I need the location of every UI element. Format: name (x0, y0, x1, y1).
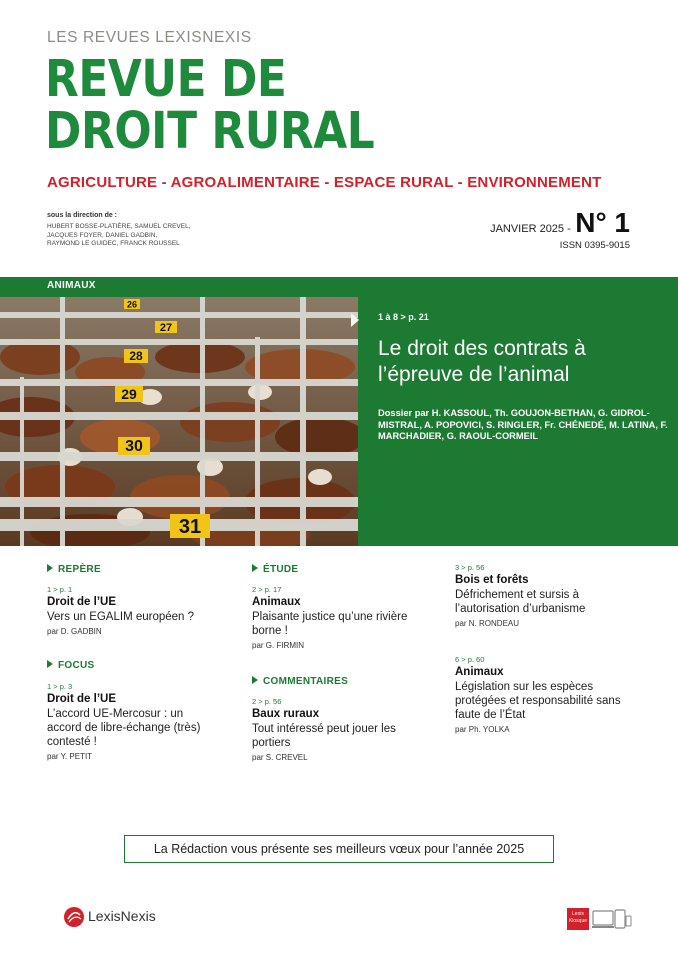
pen-number-sign (118, 437, 150, 455)
pen-number-sign (155, 321, 177, 334)
pen-number-sign (115, 386, 143, 402)
directors-line: RAYMOND LE GUIDEC, FRANCK ROUSSEL (47, 240, 180, 247)
dossier-page-ref: 1 à 8 > p. 21 (378, 312, 429, 322)
triangle-bullet-icon (252, 676, 258, 684)
kiosque-badge: Lexis Kiosque (567, 908, 589, 930)
section-heading-label: REPÈRE (58, 564, 101, 575)
feature-band (0, 277, 678, 297)
toc-author: par D. GADBIN (47, 627, 102, 636)
toc-author: par N. RONDEAU (455, 619, 520, 628)
toc-article-title: Vers un EGALIM européen ? (47, 611, 195, 623)
direction-label: sous la direction de : (47, 212, 118, 219)
toc-article-title: Défrichement et sursis à l’autorisation d’urbanisme (455, 589, 586, 615)
publisher-name: LexisNexis (88, 908, 156, 924)
triangle-bullet-icon (47, 564, 53, 572)
toc-page-ref: 6 > p. 60 (455, 655, 485, 664)
section-heading-label: COMMENTAIRES (263, 676, 349, 687)
cattle-pen-illustration (0, 297, 358, 546)
section-heading-etude (252, 564, 298, 575)
toc-page-ref: 1 > p. 3 (47, 682, 73, 691)
issue-date: JANVIER 2025 - (490, 223, 571, 235)
pen-number-label: 27 (159, 322, 173, 334)
dossier-authors: Dossier par H. KASSOUL, Th. GOUJON-BETHAN, G. GIDROL-MISTRAL, A. POPOVICI, S. RINGLER, Fr. CHÉNEDÉ, M. LATINA, F. MARCHADIER, G. RAOUL-CORMEIL (378, 408, 668, 441)
triangle-bullet-icon (252, 564, 258, 572)
pen-number-sign (124, 299, 140, 310)
toc-item[interactable] (252, 697, 412, 762)
toc-item[interactable] (252, 585, 412, 650)
section-heading-focus (47, 660, 95, 671)
toc-author: par Ph. YOLKA (455, 725, 510, 734)
panel-notch (351, 313, 359, 327)
issue-number: N° 1 (575, 207, 630, 238)
devices-icon (592, 908, 632, 937)
toc-rubric: Droit de l’UE (47, 596, 117, 608)
toc-author: par S. CREVEL (252, 753, 308, 762)
toc-rubric: Droit de l’UE (47, 693, 117, 705)
toc-article-title: Plaisante justice qu’une rivière borne ! (252, 611, 408, 637)
directors-line: JACQUES FOYER, DANIEL GADBIN, (47, 231, 158, 239)
toc-rubric: Baux ruraux (252, 708, 320, 720)
pen-number-label: 26 (126, 299, 138, 310)
toc-rubric: Animaux (252, 596, 301, 608)
pen-number-label: 30 (125, 438, 143, 455)
pen-number-label: 31 (178, 516, 202, 538)
toc-page-ref: 1 > p. 1 (47, 585, 73, 594)
toc-article-title: L’accord UE-Mercosur : un accord de libre-échange (très) contesté ! (47, 708, 201, 748)
section-heading-label: FOCUS (58, 660, 95, 671)
toc-item[interactable] (455, 655, 630, 734)
dossier-title: Le droit des contrats à l’épreuve de l’animal (378, 337, 586, 386)
journal-title-line2: DROIT RURAL (45, 102, 375, 161)
pen-number-sign (170, 514, 210, 538)
cattle-pen-photo (0, 297, 358, 546)
toc-page-ref: 3 > p. 56 (455, 563, 485, 572)
journal-subtitle: AGRICULTURE - AGROALIMENTAIRE - ESPACE RURAL - ENVIRONNEMENT (47, 174, 602, 191)
pen-number-label: 29 (121, 386, 137, 402)
pen-number-sign (124, 349, 148, 363)
toc-page-ref: 2 > p. 17 (252, 585, 282, 594)
toc-item[interactable] (455, 563, 630, 628)
toc-author: par G. FIRMIN (252, 641, 305, 650)
journal-title-line1: REVUE DE (45, 50, 287, 109)
section-heading-label: ÉTUDE (263, 564, 299, 575)
issn: ISSN 0395-9015 (559, 240, 630, 251)
directors-line: HUBERT BOSSE-PLATIÈRE, SAMUEL CREVEL, (47, 223, 191, 230)
section-heading-repere (47, 564, 101, 575)
series-name: LES REVUES LEXISNEXIS (47, 29, 252, 46)
section-heading-commentaires (252, 676, 348, 687)
toc-item[interactable] (47, 682, 217, 761)
toc-article-title: Législation sur les espèces protégées et responsabilité sans faute de l’État (455, 681, 621, 721)
pen-number-label: 28 (129, 349, 143, 363)
season-greetings-box: La Rédaction vous présente ses meilleurs vœux pour l’année 2025 (124, 835, 554, 863)
toc-item[interactable] (47, 585, 237, 636)
triangle-bullet-icon (47, 660, 53, 668)
lexisnexis-logo-icon (62, 905, 86, 934)
journal-title (45, 50, 375, 161)
directors-list (47, 223, 207, 249)
feature-band-label: ANIMAUX (47, 280, 96, 291)
toc-page-ref: 2 > p. 56 (252, 697, 282, 706)
toc-rubric: Animaux (455, 666, 504, 678)
toc-author: par Y. PETIT (47, 752, 93, 761)
issue-info (490, 207, 630, 238)
toc-article-title: Tout intéressé peut jouer les portiers (252, 723, 396, 749)
toc-rubric: Bois et forêts (455, 574, 529, 586)
